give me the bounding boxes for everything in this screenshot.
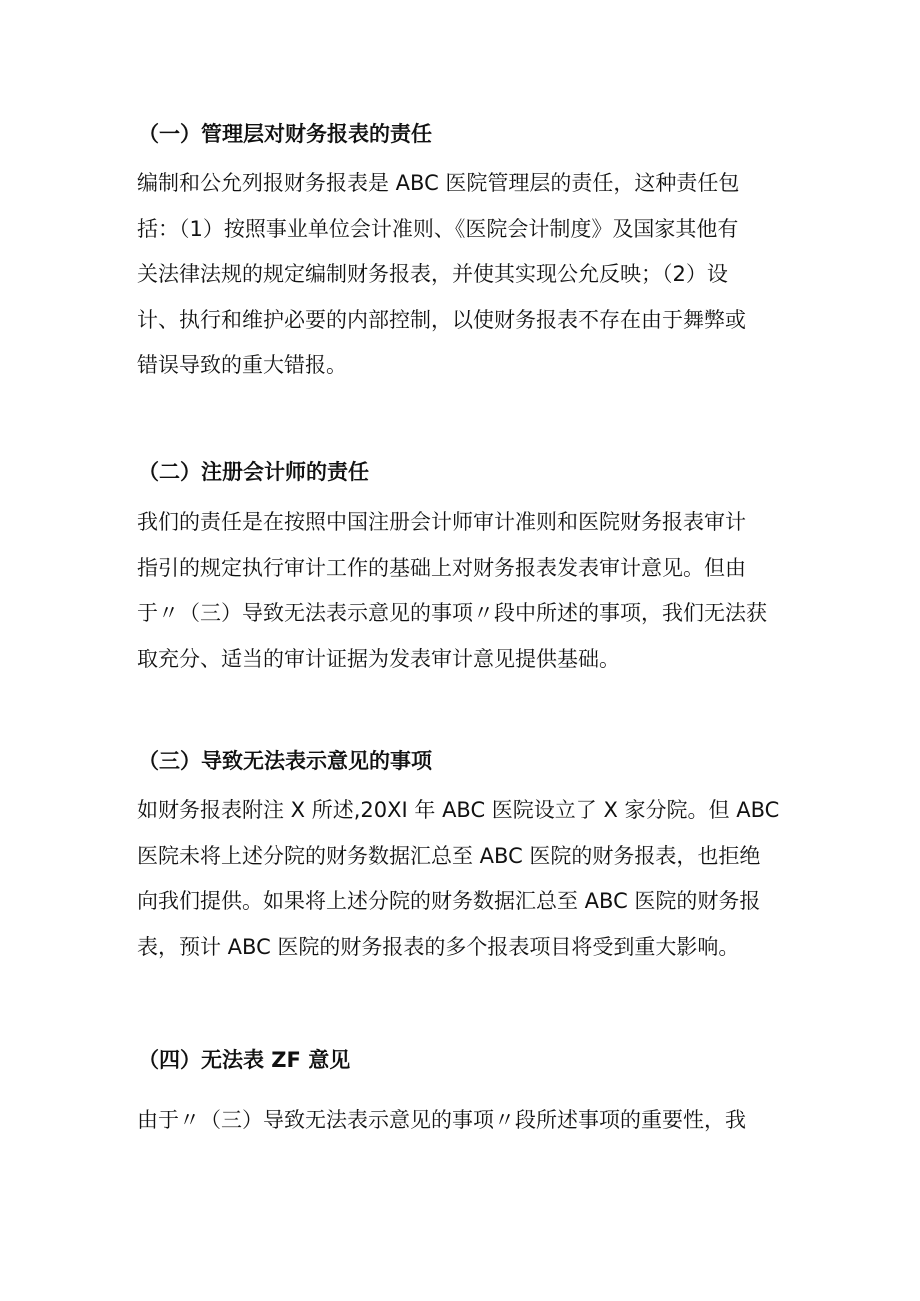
paragraph-line: 取充分、适当的审计证据为发表审计意见提供基础。 xyxy=(137,646,620,671)
section-auditor-responsibility xyxy=(137,458,787,682)
paragraph-line: 医院未将上述分院的财务数据汇总至 ABC 医院的财务报表，也拒绝 xyxy=(137,843,761,868)
section-heading: （三）导致无法表示意见的事项 xyxy=(138,749,432,773)
paragraph-line: 关法律法规的规定编制财务报表，并使其实现公允反映；（2）设 xyxy=(137,262,728,286)
section-paragraph xyxy=(137,500,787,682)
paragraph-line: 括：（1）按照事业单位会计准则、《医院会计制度》及国家其他有 xyxy=(137,216,739,241)
section-paragraph xyxy=(137,161,787,389)
section-paragraph xyxy=(137,1098,787,1144)
paragraph-line: 错误导致的重大错报。 xyxy=(137,353,347,377)
paragraph-line: 向我们提供。如果将上述分院的财务数据汇总至 ABC 医院的财务报 xyxy=(137,889,761,913)
section-paragraph xyxy=(137,788,787,970)
section-heading: （四）无法表 ZF 意见 xyxy=(138,1048,351,1072)
paragraph-line: 编制和公允列报财务报表是 ABC 医院管理层的责任，这种责任包 xyxy=(137,171,740,195)
paragraph-line: 由于〃（三）导致无法表示意见的事项〃段所述事项的重要性，我 xyxy=(137,1108,746,1132)
paragraph-line: 我们的责任是在按照中国注册会计师审计准则和医院财务报表审计 xyxy=(137,510,746,534)
section-heading: （二）注册会计师的责任 xyxy=(138,460,369,484)
section-management-responsibility xyxy=(137,120,787,389)
section-disclaimer-of-opinion xyxy=(137,1046,787,1144)
paragraph-line: 指引的规定执行审计工作的基础上对财务报表发表审计意见。但由 xyxy=(137,555,746,580)
paragraph-line: 如财务报表附注 X 所述,20XI 年 ABC 医院设立了 X 家分院。但 ABC xyxy=(137,798,780,822)
paragraph-line: 计、执行和维护必要的内部控制，以使财务报表不存在由于舞弊或 xyxy=(137,307,746,332)
paragraph-line: 表，预计 ABC 医院的财务报表的多个报表项目将受到重大影响。 xyxy=(137,934,740,959)
paragraph-line: 于〃（三）导致无法表示意见的事项〃段中所述的事项，我们无法获 xyxy=(137,601,767,625)
section-basis-for-disclaimer xyxy=(137,747,787,970)
section-heading: （一）管理层对财务报表的责任 xyxy=(138,122,432,146)
